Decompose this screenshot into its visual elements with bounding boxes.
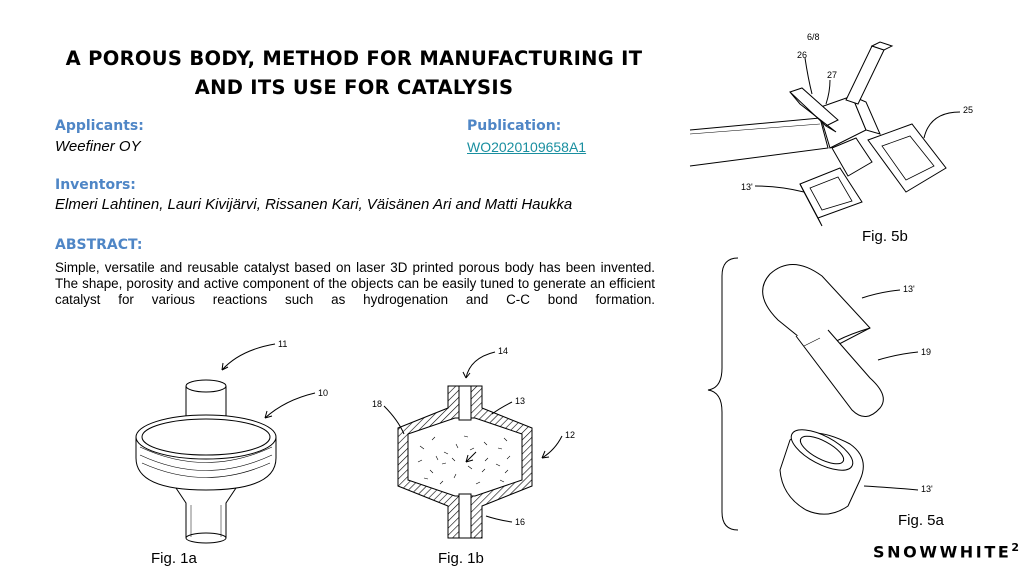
title-line-1: A POROUS BODY, METHOD FOR MANUFACTURING IT bbox=[65, 47, 643, 70]
publication-label: Publication: bbox=[467, 118, 562, 134]
applicants-value: Weefiner OY bbox=[55, 138, 141, 155]
applicants-label: Applicants: bbox=[55, 118, 144, 134]
abstract-label: ABSTRACT: bbox=[55, 237, 143, 253]
title-line-2: AND ITS USE FOR CATALYSIS bbox=[194, 76, 514, 99]
fig1a-ref-10: 10 bbox=[318, 388, 329, 398]
fig-5a-caption: Fig. 5a bbox=[898, 512, 944, 529]
inventors-value: Elmeri Lahtinen, Lauri Kivijärvi, Rissanen Kari, Väisänen Ari and Matti Haukka bbox=[55, 196, 573, 213]
brand-logo bbox=[873, 541, 1019, 561]
abstract-text: Simple, versatile and reusable catalyst based on laser 3D printed porous body has been invented. The shape, porosity and active component of the objects can be easily tuned to generate an efficient catalyst for various reactions such as hydrogenation and C-C bond formation. bbox=[55, 260, 655, 307]
fig5a-ref-19: 19 bbox=[921, 347, 932, 357]
fig1a-ref-11: 11 bbox=[278, 339, 288, 349]
publication-link[interactable]: WO2020109658A1 bbox=[467, 139, 587, 155]
figure-1b-drawing bbox=[384, 352, 562, 538]
fig5b-ref-27: 27 bbox=[827, 70, 838, 80]
brand-name: SNOWWHITE bbox=[873, 542, 1012, 562]
fig-5b-caption: Fig. 5b bbox=[862, 228, 908, 245]
figure-5a-drawing bbox=[708, 258, 918, 530]
fig1b-ref-12: 12 bbox=[565, 430, 576, 440]
fig5b-ref-13p: 13' bbox=[741, 182, 753, 192]
brand-superscript: 2 bbox=[1011, 541, 1020, 554]
fig5a-ref-13p-top: 13' bbox=[903, 284, 915, 294]
fig5b-ref-26: 26 bbox=[797, 50, 808, 60]
fig-1a-caption: Fig. 1a bbox=[151, 550, 197, 567]
fig1b-ref-16: 16 bbox=[515, 517, 526, 527]
fig5b-sheet-number: 6/8 bbox=[807, 32, 820, 42]
fig-1b-caption: Fig. 1b bbox=[438, 550, 484, 567]
fig1b-ref-13: 13 bbox=[515, 396, 526, 406]
figure-5b-drawing bbox=[690, 42, 960, 226]
fig1b-ref-18: 18 bbox=[372, 399, 383, 409]
fig5a-ref-13p-bottom: 13' bbox=[921, 484, 933, 494]
figure-1a-drawing bbox=[136, 344, 315, 543]
inventors-label: Inventors: bbox=[55, 177, 136, 193]
fig1b-ref-14: 14 bbox=[498, 346, 509, 356]
fig5b-ref-25: 25 bbox=[963, 105, 974, 115]
